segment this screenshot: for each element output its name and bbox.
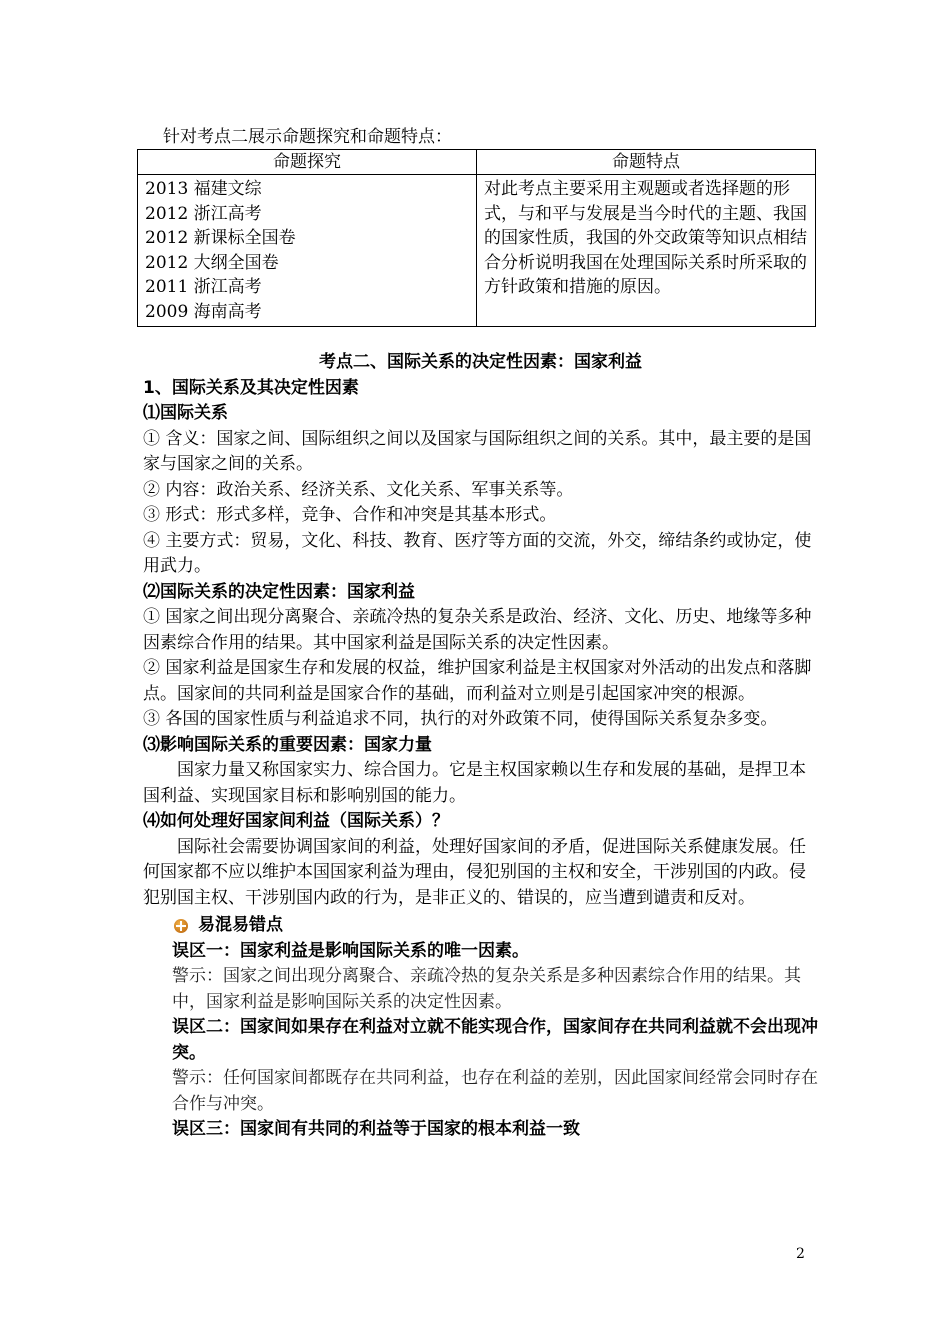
subheading: ⑷如何处理好国家间利益（国际关系）？ <box>143 811 449 831</box>
paragraph: ② 国家利益是国家生存和发展的权益，维护国家利益是主权国家对外活动的出发点和落脚点。国家间的共同利益是国家合作的基础，而利益对立则是引起国家冲突的根源。 <box>143 658 812 704</box>
mistake-text: 误区二：国家间如果存在利益对立就不能实现合作，国家间存在共同利益就不会出现冲突。 <box>172 1017 818 1063</box>
subheading: ⑶影响国际关系的重要因素：国家力量 <box>143 734 432 755</box>
warning-text: 警示：任何国家间都既存在共同利益，也存在利益的差别，因此国家间经常会同时存在合作与冲突。 <box>172 1068 818 1114</box>
table-row <box>138 175 816 327</box>
exam-year-item: 2009 海南高考 <box>145 301 262 322</box>
years-cell <box>138 175 477 327</box>
section-title: 考点二、国际关系的决定性因素：国家利益 <box>319 352 642 372</box>
warning-text: 警示：国家之间出现分离聚合、亲疏冷热的复杂关系是多种因素综合作用的结果。其中，国家利益是影响国际关系的决定性因素。 <box>172 966 801 1012</box>
exam-year-item: 2013 福建文综 <box>145 179 262 199</box>
page-number: 2 <box>796 1246 805 1262</box>
paragraph: ② 内容：政治关系、经济关系、文化关系、军事关系等。 <box>143 479 574 500</box>
pitfalls-heading <box>143 913 818 939</box>
paragraph: ③ 各国的国家性质与利益追求不同，执行的对外政策不同，使得国际关系复杂多变。 <box>143 709 778 729</box>
paragraph: 国家力量又称国家实力、综合国力。它是主权国家赖以生存和发展的基础，是捍卫本国利益、实现国家目标和影响别国的能力。 <box>143 760 806 806</box>
exam-year-item: 2012 浙江高考 <box>145 203 262 224</box>
paragraph: ① 含义：国家之间、国际组织之间以及国家与国际组织之间的关系。其中，最主要的是国家与国家之间的关系。 <box>143 428 812 474</box>
mistake-text: 误区三：国家间有共同的利益等于国家的根本利益一致 <box>172 1119 580 1139</box>
exam-table <box>137 149 816 327</box>
feature-cell: 对此考点主要采用主观题或者选择题的形式，与和平与发展是当今时代的主题、我国的国家性质，我国的外交政策等知识点相结合分析说明我国在处理国际关系时所采取的方针政策和措施的原因。 <box>477 175 816 327</box>
paragraph: ① 国家之间出现分离聚合、亲疏冷热的复杂关系是政治、经济、文化、历史、地缘等多种因素综合作用的结果。其中国家利益是国际关系的决定性因素。 <box>143 607 812 653</box>
exam-year-item: 2012 新课标全国卷 <box>145 228 296 248</box>
intro-text: 针对考点二展示命题探究和命题特点： <box>163 127 452 147</box>
pitfalls-heading-label: 易混易错点 <box>198 915 283 935</box>
pitfalls-list <box>143 939 818 1143</box>
subheading: ⑴国际关系 <box>143 403 228 423</box>
paragraph: ③ 形式：形式多样，竞争、合作和冲突是其基本形式。 <box>143 505 557 525</box>
exam-year-item: 2012 大纲全国卷 <box>145 252 279 273</box>
mistake-text: 误区一：国家利益是影响国际关系的唯一因素。 <box>172 940 529 961</box>
main-content <box>143 350 818 1143</box>
paragraph: ④ 主要方式：贸易，文化、科技、教育、医疗等方面的交流，外交，缔结条约或协定，使用武力。 <box>143 530 812 576</box>
table-header-cell: 命题探究 <box>138 150 477 175</box>
bullet-flower-icon <box>174 919 188 933</box>
table-header-row <box>138 150 816 175</box>
table-header-cell: 命题特点 <box>477 150 816 175</box>
paragraph: 国际社会需要协调国家间的利益，处理好国家间的矛盾，促进国际关系健康发展。任何国家都不应以维护本国国家利益为理由，侵犯别国的主权和安全，干涉别国的内政。侵犯别国主权、干涉别国内政的行为，是非正义的、错误的，应当遭到谴责和反对。 <box>143 836 806 908</box>
exam-year-item: 2011 浙江高考 <box>145 277 262 297</box>
heading-1: 1、国际关系及其决定性因素 <box>143 377 359 398</box>
subheading: ⑵国际关系的决定性因素：国家利益 <box>143 581 415 602</box>
